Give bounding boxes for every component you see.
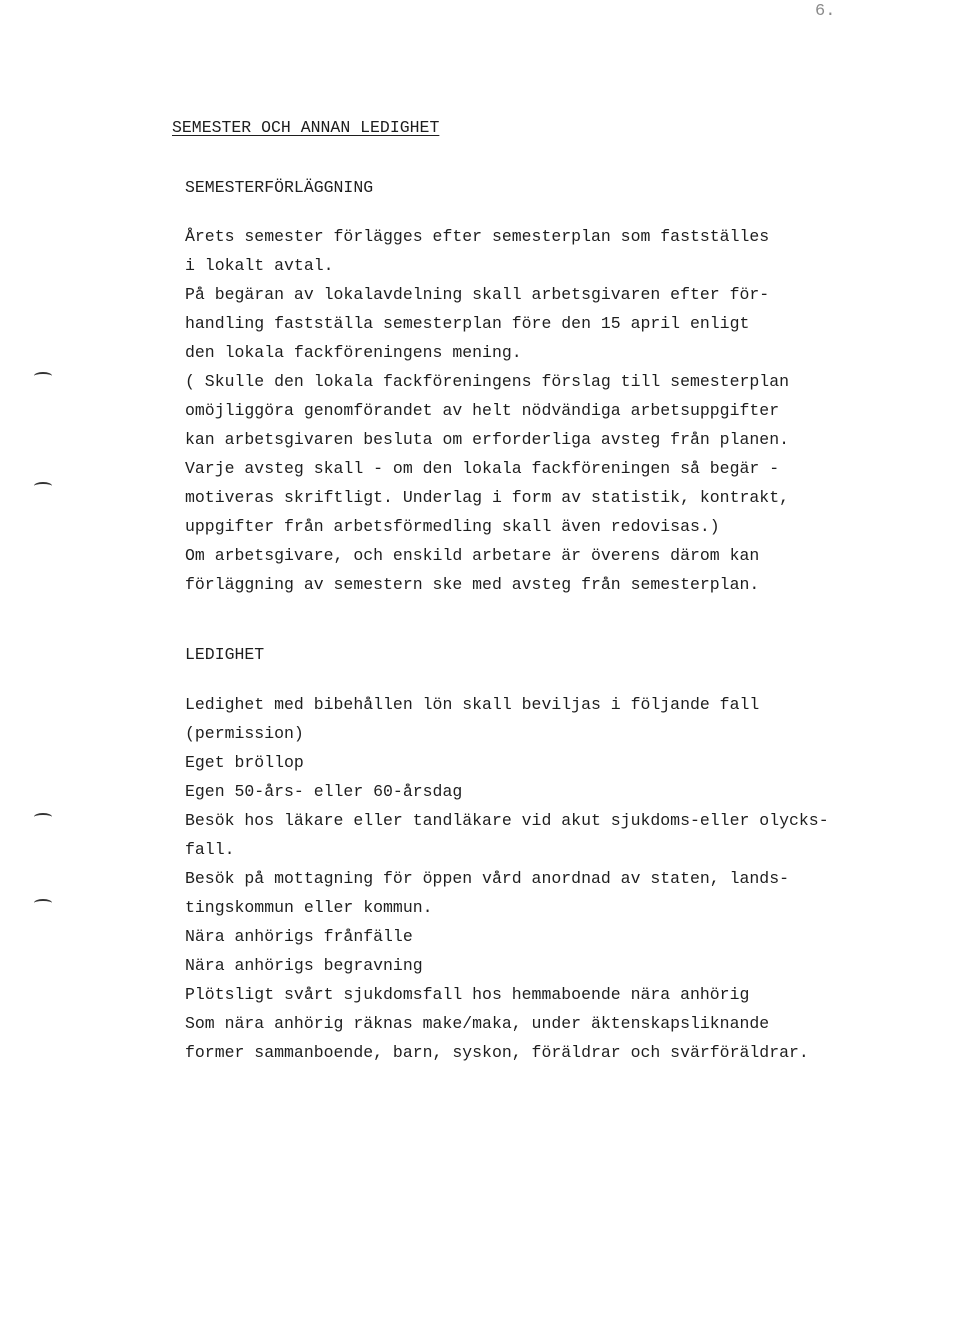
text-line: Nära anhörigs begravning <box>185 956 423 975</box>
text-line: omöjliggöra genomförandet av helt nödvändiga arbetsuppgifter <box>185 401 780 420</box>
section-heading-semesterforlaggning: SEMESTERFÖRLÄGGNING <box>185 178 374 197</box>
text-line: Plötsligt svårt sjukdomsfall hos hemmaboende nära anhörig <box>185 985 750 1004</box>
text-line: Varje avsteg skall - om den lokala fackföreningen så begär - <box>185 459 780 478</box>
text-line: Besök på mottagning för öppen vård anordnad av staten, lands- <box>185 869 789 888</box>
text-line: tingskommun eller kommun. <box>185 898 433 917</box>
text-line: förläggning av semestern ske med avsteg från semesterplan. <box>185 575 760 594</box>
text-line: fall. <box>185 840 235 859</box>
text-line: Årets semester förlägges efter semesterplan som fastställes <box>185 227 770 246</box>
text-line: former sammanboende, barn, syskon, föräldrar och svärföräldrar. <box>185 1043 809 1062</box>
page-number: 6. <box>815 2 836 21</box>
text-line: Som nära anhörig räknas make/maka, under äktenskapsliknande <box>185 1014 770 1033</box>
margin-mark <box>34 899 52 907</box>
text-line: Eget bröllop <box>185 753 304 772</box>
text-line: motiveras skriftligt. Underlag i form av statistik, kontrakt, <box>185 488 789 507</box>
text-line: uppgifter från arbetsförmedling skall även redovisas.) <box>185 517 720 536</box>
margin-mark <box>34 372 52 380</box>
margin-mark <box>34 813 52 821</box>
section-heading-ledighet: LEDIGHET <box>185 645 265 664</box>
text-line: ( Skulle den lokala fackföreningens förslag till semesterplan <box>185 372 789 391</box>
text-line: (permission) <box>185 724 304 743</box>
section-body-semesterforlaggning <box>185 222 789 599</box>
margin-mark <box>34 482 52 490</box>
text-line: Nära anhörigs frånfälle <box>185 927 413 946</box>
text-line: Om arbetsgivare, och enskild arbetare är överens därom kan <box>185 546 760 565</box>
text-line: Besök hos läkare eller tandläkare vid akut sjukdoms-eller olycks- <box>185 811 829 830</box>
text-line: Ledighet med bibehållen lön skall beviljas i följande fall <box>185 695 760 714</box>
text-line: kan arbetsgivaren besluta om erforderliga avsteg från planen. <box>185 430 789 449</box>
text-line: i lokalt avtal. <box>185 256 334 275</box>
text-line: den lokala fackföreningens mening. <box>185 343 522 362</box>
section-body-ledighet <box>185 690 829 1067</box>
text-line: handling fastställa semesterplan före den 15 april enligt <box>185 314 750 333</box>
text-line: Egen 50-års- eller 60-årsdag <box>185 782 463 801</box>
text-line: På begäran av lokalavdelning skall arbetsgivaren efter för- <box>185 285 770 304</box>
document-title: SEMESTER OCH ANNAN LEDIGHET <box>172 118 440 137</box>
